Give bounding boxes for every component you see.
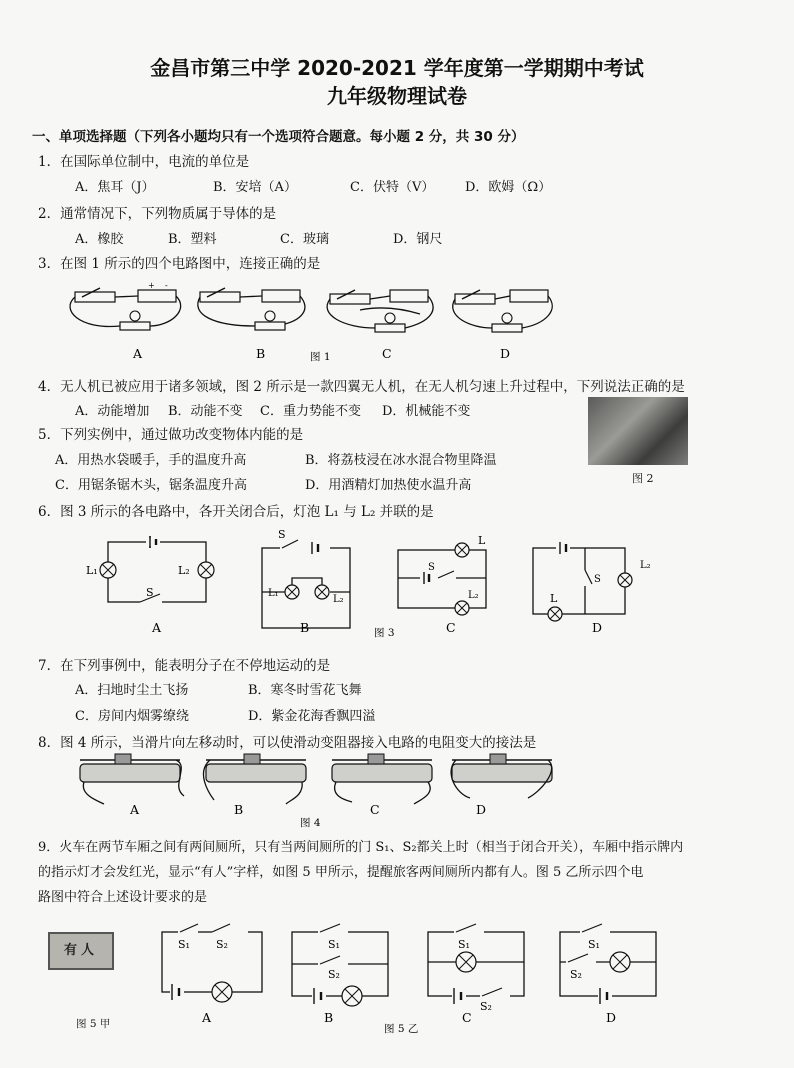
figure-4-rheostats	[0, 752, 794, 832]
figure-1-circuits	[0, 280, 794, 380]
drone-photo	[588, 397, 688, 465]
q1-option-b: B．安培（A）	[213, 180, 297, 195]
q2-stem: 2．通常情况下，下列物质属于导体的是	[38, 206, 277, 222]
fig5-circuit-a	[162, 924, 262, 1002]
q9-stem-line3: 路图中符合上述设计要求的是	[38, 890, 208, 905]
fig3a-l2: L₂	[178, 564, 190, 577]
svg-text:-: -	[165, 281, 168, 290]
exam-title: 金昌市第三中学 2020-2021 学年度第一学期期中考试	[150, 56, 644, 80]
fig3b-s: S	[278, 528, 286, 541]
q6-stem: 6．图 3 所示的各电路中，各开关闭合后，灯泡 L₁ 与 L₂ 并联的是	[38, 504, 434, 520]
q7-option-b: B．寒冬时雪花飞舞	[248, 683, 362, 698]
q3-stem: 3．在图 1 所示的四个电路图中，连接正确的是	[38, 256, 321, 272]
fig1-label-c: C	[382, 346, 392, 361]
q2-option-c: C．玻璃	[280, 232, 329, 247]
fig5b-s1: S₁	[328, 938, 340, 951]
q1-option-a: A．焦耳（J）	[75, 180, 155, 195]
fig1-label-b: B	[256, 346, 266, 361]
fig3b-l1: L₁	[268, 588, 279, 599]
fig2-caption: 图 2	[632, 472, 654, 485]
fig3-circuit-b	[262, 540, 350, 628]
fig5-circuit-c	[428, 924, 524, 1004]
figure-5-circuits	[0, 918, 794, 1035]
fig1-circuit-a	[70, 281, 181, 330]
q4-option-a: A．动能增加	[75, 404, 150, 419]
fig3d-s: S	[594, 574, 601, 585]
fig5b-s2: S₂	[328, 968, 340, 981]
q9-stem-line2: 的指示灯才会发红光，显示“有人”字样，如图 5 甲所示，提醒旅客两间厕所内都有人。图 5 乙所示四个电	[38, 865, 644, 880]
fig3c-s: S	[428, 562, 435, 573]
fig3-circuit-d	[533, 542, 632, 621]
fig1-label-d: D	[500, 346, 511, 361]
svg-text:+: +	[148, 281, 155, 290]
fig5c-s2: S₂	[480, 1000, 492, 1013]
q2-option-d: D．钢尺	[393, 232, 443, 247]
fig3d-l2: L₂	[640, 560, 651, 571]
fig4-rheostat-d	[451, 754, 552, 798]
q1-stem: 1．在国际单位制中，电流的单位是	[38, 154, 250, 170]
fig3b-l2: L₂	[333, 594, 344, 605]
fig5-circuit-b	[292, 924, 388, 1006]
q5-stem: 5．下列实例中，通过做功改变物体内能的是	[38, 427, 304, 443]
section-heading: 一、单项选择题（下列各小题均只有一个选项符合题意。每小题 2 分，共 30 分）	[32, 129, 525, 145]
fig1-circuit-b	[198, 288, 305, 330]
q5-option-a: A．用热水袋暖手，手的温度升高	[55, 453, 247, 468]
fig1-label-a: A	[133, 346, 143, 361]
fig3-label-b: B	[300, 620, 310, 635]
fig5-circuit-d	[560, 924, 656, 1004]
fig3-label-d: D	[592, 620, 603, 635]
q4-option-c: C．重力势能不变	[260, 404, 361, 419]
fig4-label-c: C	[370, 802, 380, 817]
q9-stem-line1: 9．火车在两节车厢之间有两间厕所，只有当两间厕所的门 S₁、S₂都关上时（相当于闭合开关），车厢中指示牌内	[38, 840, 684, 855]
fig1-circuit-d	[453, 290, 553, 332]
exam-subtitle: 九年级物理试卷	[327, 84, 467, 108]
q5-option-b: B．将荔枝浸在冰水混合物里降温	[305, 453, 497, 468]
fig1-circuit-c	[327, 290, 433, 332]
fig4-label-a: A	[130, 802, 140, 817]
fig3-label-c: C	[446, 620, 456, 635]
q2-option-a: A．橡胶	[75, 232, 124, 247]
q2-option-b: B．塑料	[168, 232, 217, 247]
fig3d-l: L	[550, 592, 558, 605]
fig5c-s1: S₁	[458, 938, 470, 951]
fig5a-s1: S₁	[178, 938, 190, 951]
q7-option-c: C．房间内烟雾缭绕	[75, 709, 189, 724]
fig3-circuit-c	[398, 543, 486, 615]
fig5d-s1: S₁	[588, 938, 600, 951]
q7-option-d: D．紫金花海香飘四溢	[248, 709, 376, 724]
fig3-label-a: A	[152, 620, 162, 635]
q1-option-c: C．伏特（V）	[350, 180, 435, 195]
fig5-label-b: B	[324, 1010, 334, 1025]
fig3c-l2: L₂	[468, 590, 479, 601]
fig5-label-d: D	[606, 1010, 617, 1025]
fig4-rheostat-b	[203, 754, 306, 804]
fig4-rheostat-a	[80, 754, 184, 804]
fig5a-s2: S₂	[216, 938, 228, 951]
fig3c-l: L	[478, 534, 486, 547]
fig3a-l1: L₁	[86, 564, 98, 577]
fig4-label-b: B	[234, 802, 244, 817]
fig5-label-c: C	[462, 1010, 472, 1025]
q7-option-a: A．扫地时尘土飞扬	[75, 683, 189, 698]
fig5a-caption: 图 5 甲	[76, 1018, 111, 1030]
q5-option-c: C．用锯条锯木头，锯条温度升高	[55, 478, 247, 493]
q4-option-b: B．动能不变	[168, 404, 243, 419]
fig3a-s: S	[146, 586, 154, 599]
q8-stem: 8．图 4 所示，当滑片向左移动时，可以使滑动变阻器接入电路的电阻变大的接法是	[38, 735, 537, 751]
q7-stem: 7．在下列事例中，能表明分子在不停地运动的是	[38, 658, 331, 674]
fig3-caption: 图 3	[374, 627, 395, 639]
fig5b-caption: 图 5 乙	[384, 1023, 419, 1035]
q4-stem: 4．无人机已被应用于诸多领域，图 2 所示是一款四翼无人机，在无人机匀速上升过程中，下列说法正确的是	[38, 379, 685, 395]
fig4-rheostat-c	[332, 754, 432, 804]
fig3-circuit-a	[100, 536, 214, 606]
q1-option-d: D．欧姆（Ω）	[465, 180, 552, 195]
fig1-caption: 图 1	[310, 351, 331, 363]
fig4-label-d: D	[476, 802, 487, 817]
q5-option-d: D．用酒精灯加热使水温升高	[305, 478, 472, 493]
fig5-label-a: A	[202, 1010, 212, 1025]
fig5d-s2: S₂	[570, 968, 582, 981]
q4-option-d: D．机械能不变	[382, 404, 471, 419]
figure-3-circuits	[0, 528, 794, 648]
fig4-caption: 图 4	[300, 817, 321, 829]
occupied-sign: 有人	[48, 932, 114, 970]
